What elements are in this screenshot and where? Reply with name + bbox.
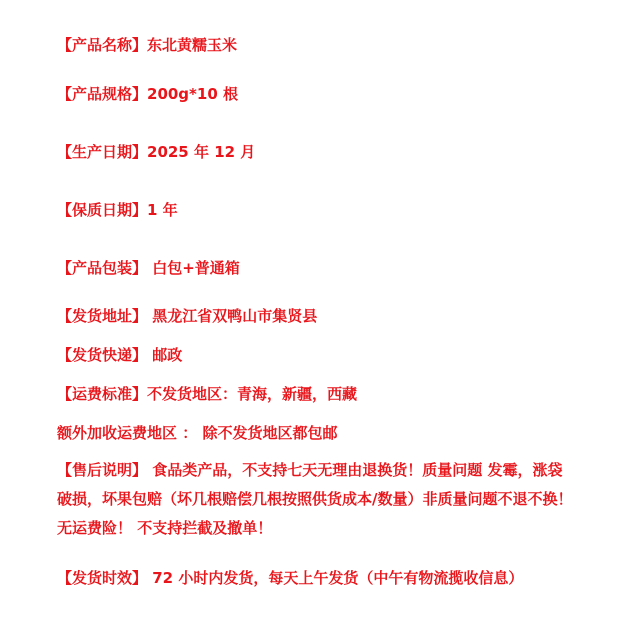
product-spec-line: 【产品规格】200g*10 根 [57,85,238,103]
shipping-standard-line: 【运费标准】不发货地区：青海，新疆，西藏 [57,385,358,403]
after-sales-paragraph: 【售后说明】 食品类产品，不支持七天无理由退换货！质量问题 发霉，涨袋破损，坏果包赔（坏几根赔偿几根按照供货成本/数量）非质量问题不退不换！ 无运费险！ 不支持拦截及撤单！ [57,461,573,537]
packaging-line: 【产品包装】 白包+普通箱 [57,259,240,277]
ship-time-line: 【发货时效】 72 小时内发货，每天上午发货（中午有物流揽收信息） [57,569,524,587]
ship-address-line: 【发货地址】 黑龙江省双鸭山市集贤县 [57,307,318,325]
shelf-life-line: 【保质日期】1 年 [57,201,178,219]
extra-shipping-line: 额外加收运费地区 ： 除不发货地区都包邮 [57,424,338,442]
courier-line: 【发货快递】 邮政 [57,346,183,364]
production-date-line: 【生产日期】2025 年 12 月 [57,143,256,161]
product-name-line: 【产品名称】东北黄糯玉米 [57,36,238,54]
